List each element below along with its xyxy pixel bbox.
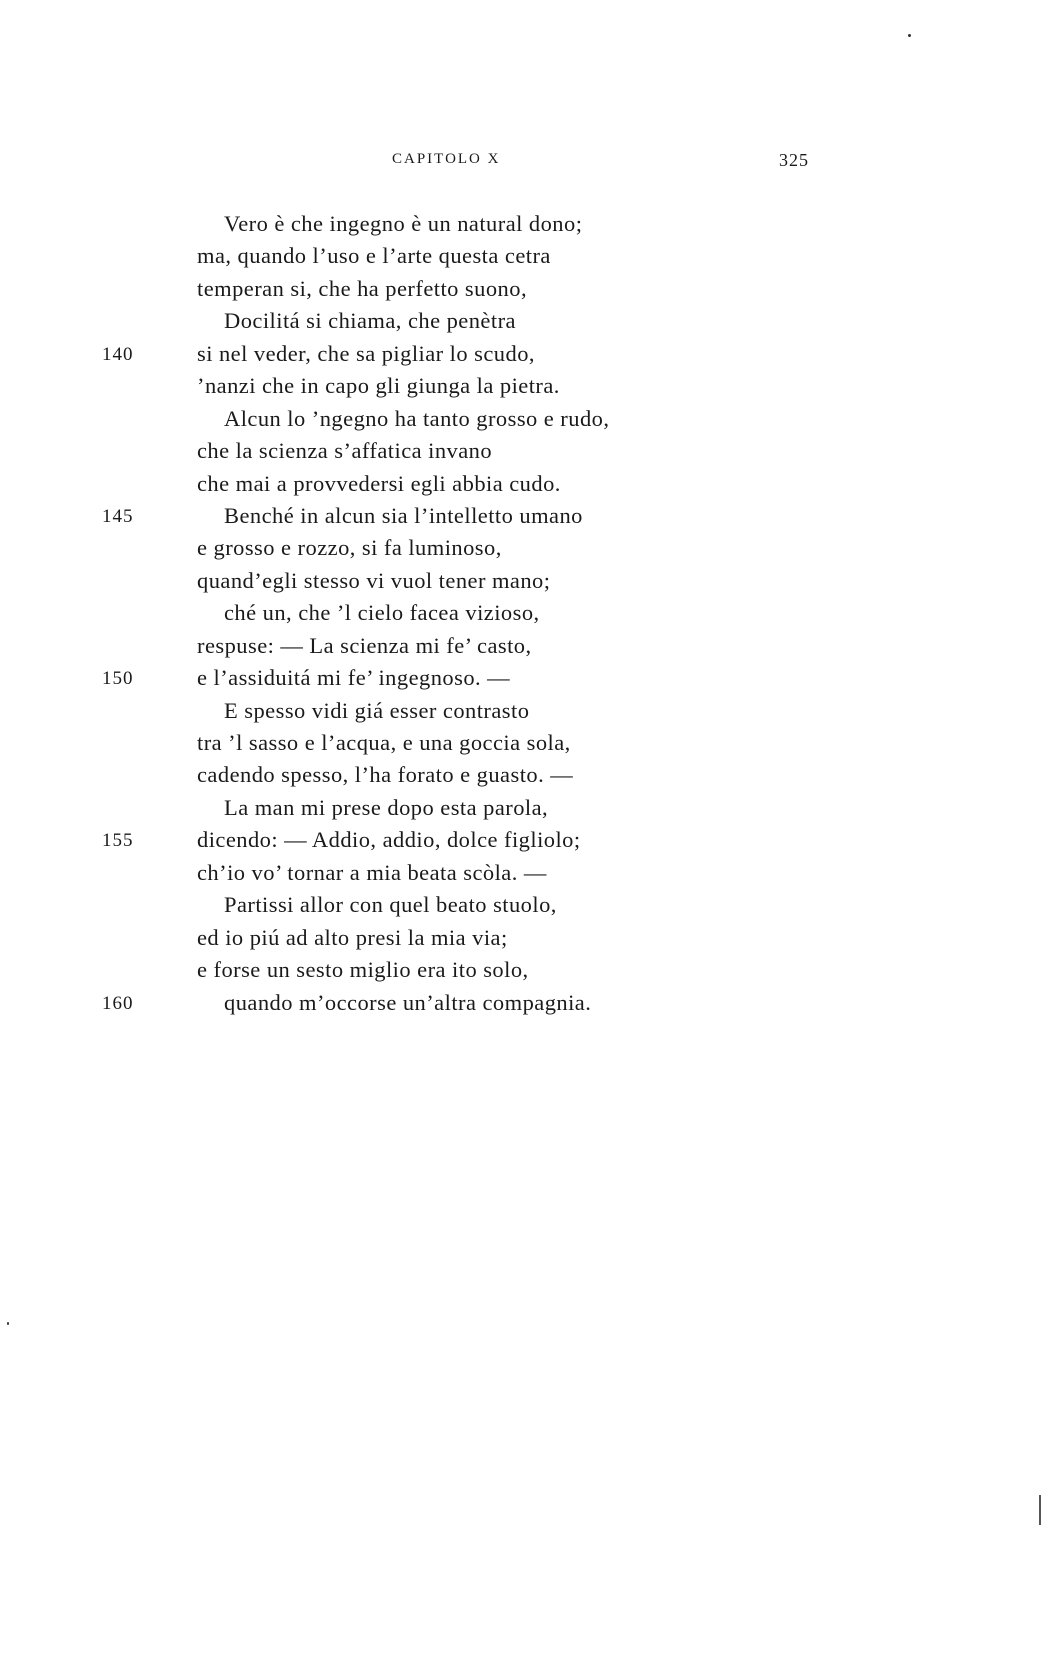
verse-text: ché un, che ’l cielo facea vizioso, — [224, 600, 540, 626]
verse-text: e forse un sesto miglio era ito solo, — [197, 957, 529, 983]
verse-line — [0, 597, 1052, 629]
verse-line — [0, 403, 1052, 435]
verse-text: che la scienza s’affatica invano — [197, 438, 493, 464]
verse-number: 155 — [102, 830, 134, 852]
page-number: 325 — [779, 150, 809, 170]
ink-speck — [908, 34, 911, 37]
verse-number: 150 — [102, 668, 134, 690]
verse-number: 145 — [102, 505, 134, 527]
verse-text: quand’egli stesso vi vuol tener mano; — [197, 567, 551, 593]
verse-line — [0, 922, 1052, 954]
verse-line — [0, 240, 1052, 272]
verse-line — [0, 857, 1052, 889]
verse-text: ma, quando l’uso e l’arte questa cetra — [197, 243, 551, 269]
poem-body — [0, 208, 1052, 1019]
verse-line — [0, 370, 1052, 402]
verse-text: Partissi allor con quel beato stuolo, — [224, 892, 557, 918]
verse-text: ch’io vo’ tornar a mia beata scòla. — — [197, 859, 547, 885]
verse-text: ed io piú ad alto presi la mia via; — [197, 924, 508, 950]
chapter-title: CAPITOLO X — [392, 151, 501, 167]
verse-line — [0, 468, 1052, 500]
verse-line — [0, 305, 1052, 337]
verse-text: Benché in alcun sia l’intelletto umano — [224, 502, 583, 528]
verse-line — [0, 824, 1052, 856]
verse-line — [0, 208, 1052, 240]
verse-line — [0, 695, 1052, 727]
verse-line — [0, 630, 1052, 662]
verse-line — [0, 500, 1052, 532]
verse-text: tra ’l sasso e l’acqua, e una goccia sola, — [197, 730, 571, 755]
verse-line — [0, 759, 1052, 791]
verse-text: ’nanzi che in capo gli giunga la pietra. — [197, 373, 560, 399]
verse-line — [0, 987, 1052, 1019]
verse-line — [0, 435, 1052, 467]
verse-text: Vero è che ingegno è un natural dono; — [224, 211, 583, 236]
verse-text: Alcun lo ’ngegno ha tanto grosso e rudo, — [224, 405, 610, 431]
verse-number: 160 — [102, 992, 134, 1014]
verse-text: E spesso vidi giá esser contrasto — [224, 697, 530, 723]
verse-line — [0, 532, 1052, 564]
verse-line — [0, 662, 1052, 694]
verse-line — [0, 565, 1052, 597]
verse-text: temperan si, che ha perfetto suono, — [197, 275, 528, 301]
ink-speck — [7, 1322, 9, 1325]
verse-line — [0, 889, 1052, 921]
verse-line — [0, 954, 1052, 986]
verse-text: e grosso e rozzo, si fa luminoso, — [197, 535, 502, 561]
verse-line — [0, 727, 1052, 759]
verse-text: respuse: — La scienza mi fe’ casto, — [197, 632, 532, 658]
verse-text: si nel veder, che sa pigliar lo scudo, — [197, 340, 535, 366]
verse-text: Docilitá si chiama, che penètra — [224, 308, 516, 334]
verse-text: quando m’occorse un’altra compagnia. — [224, 989, 592, 1015]
verse-line — [0, 338, 1052, 370]
verse-number: 140 — [102, 343, 134, 365]
verse-text: cadendo spesso, l’ha forato e guasto. — — [197, 762, 574, 788]
verse-text: e l’assiduitá mi fe’ ingegnoso. — — [197, 665, 511, 691]
verse-text: La man mi prese dopo esta parola, — [224, 794, 549, 820]
verse-text: dicendo: — Addio, addio, dolce figliolo; — [197, 827, 581, 853]
verse-line — [0, 792, 1052, 824]
running-head — [0, 151, 1052, 175]
page-edge-mark — [1039, 1495, 1041, 1525]
verse-line — [0, 273, 1052, 305]
verse-text: che mai a provvedersi egli abbia cudo. — [197, 470, 561, 496]
